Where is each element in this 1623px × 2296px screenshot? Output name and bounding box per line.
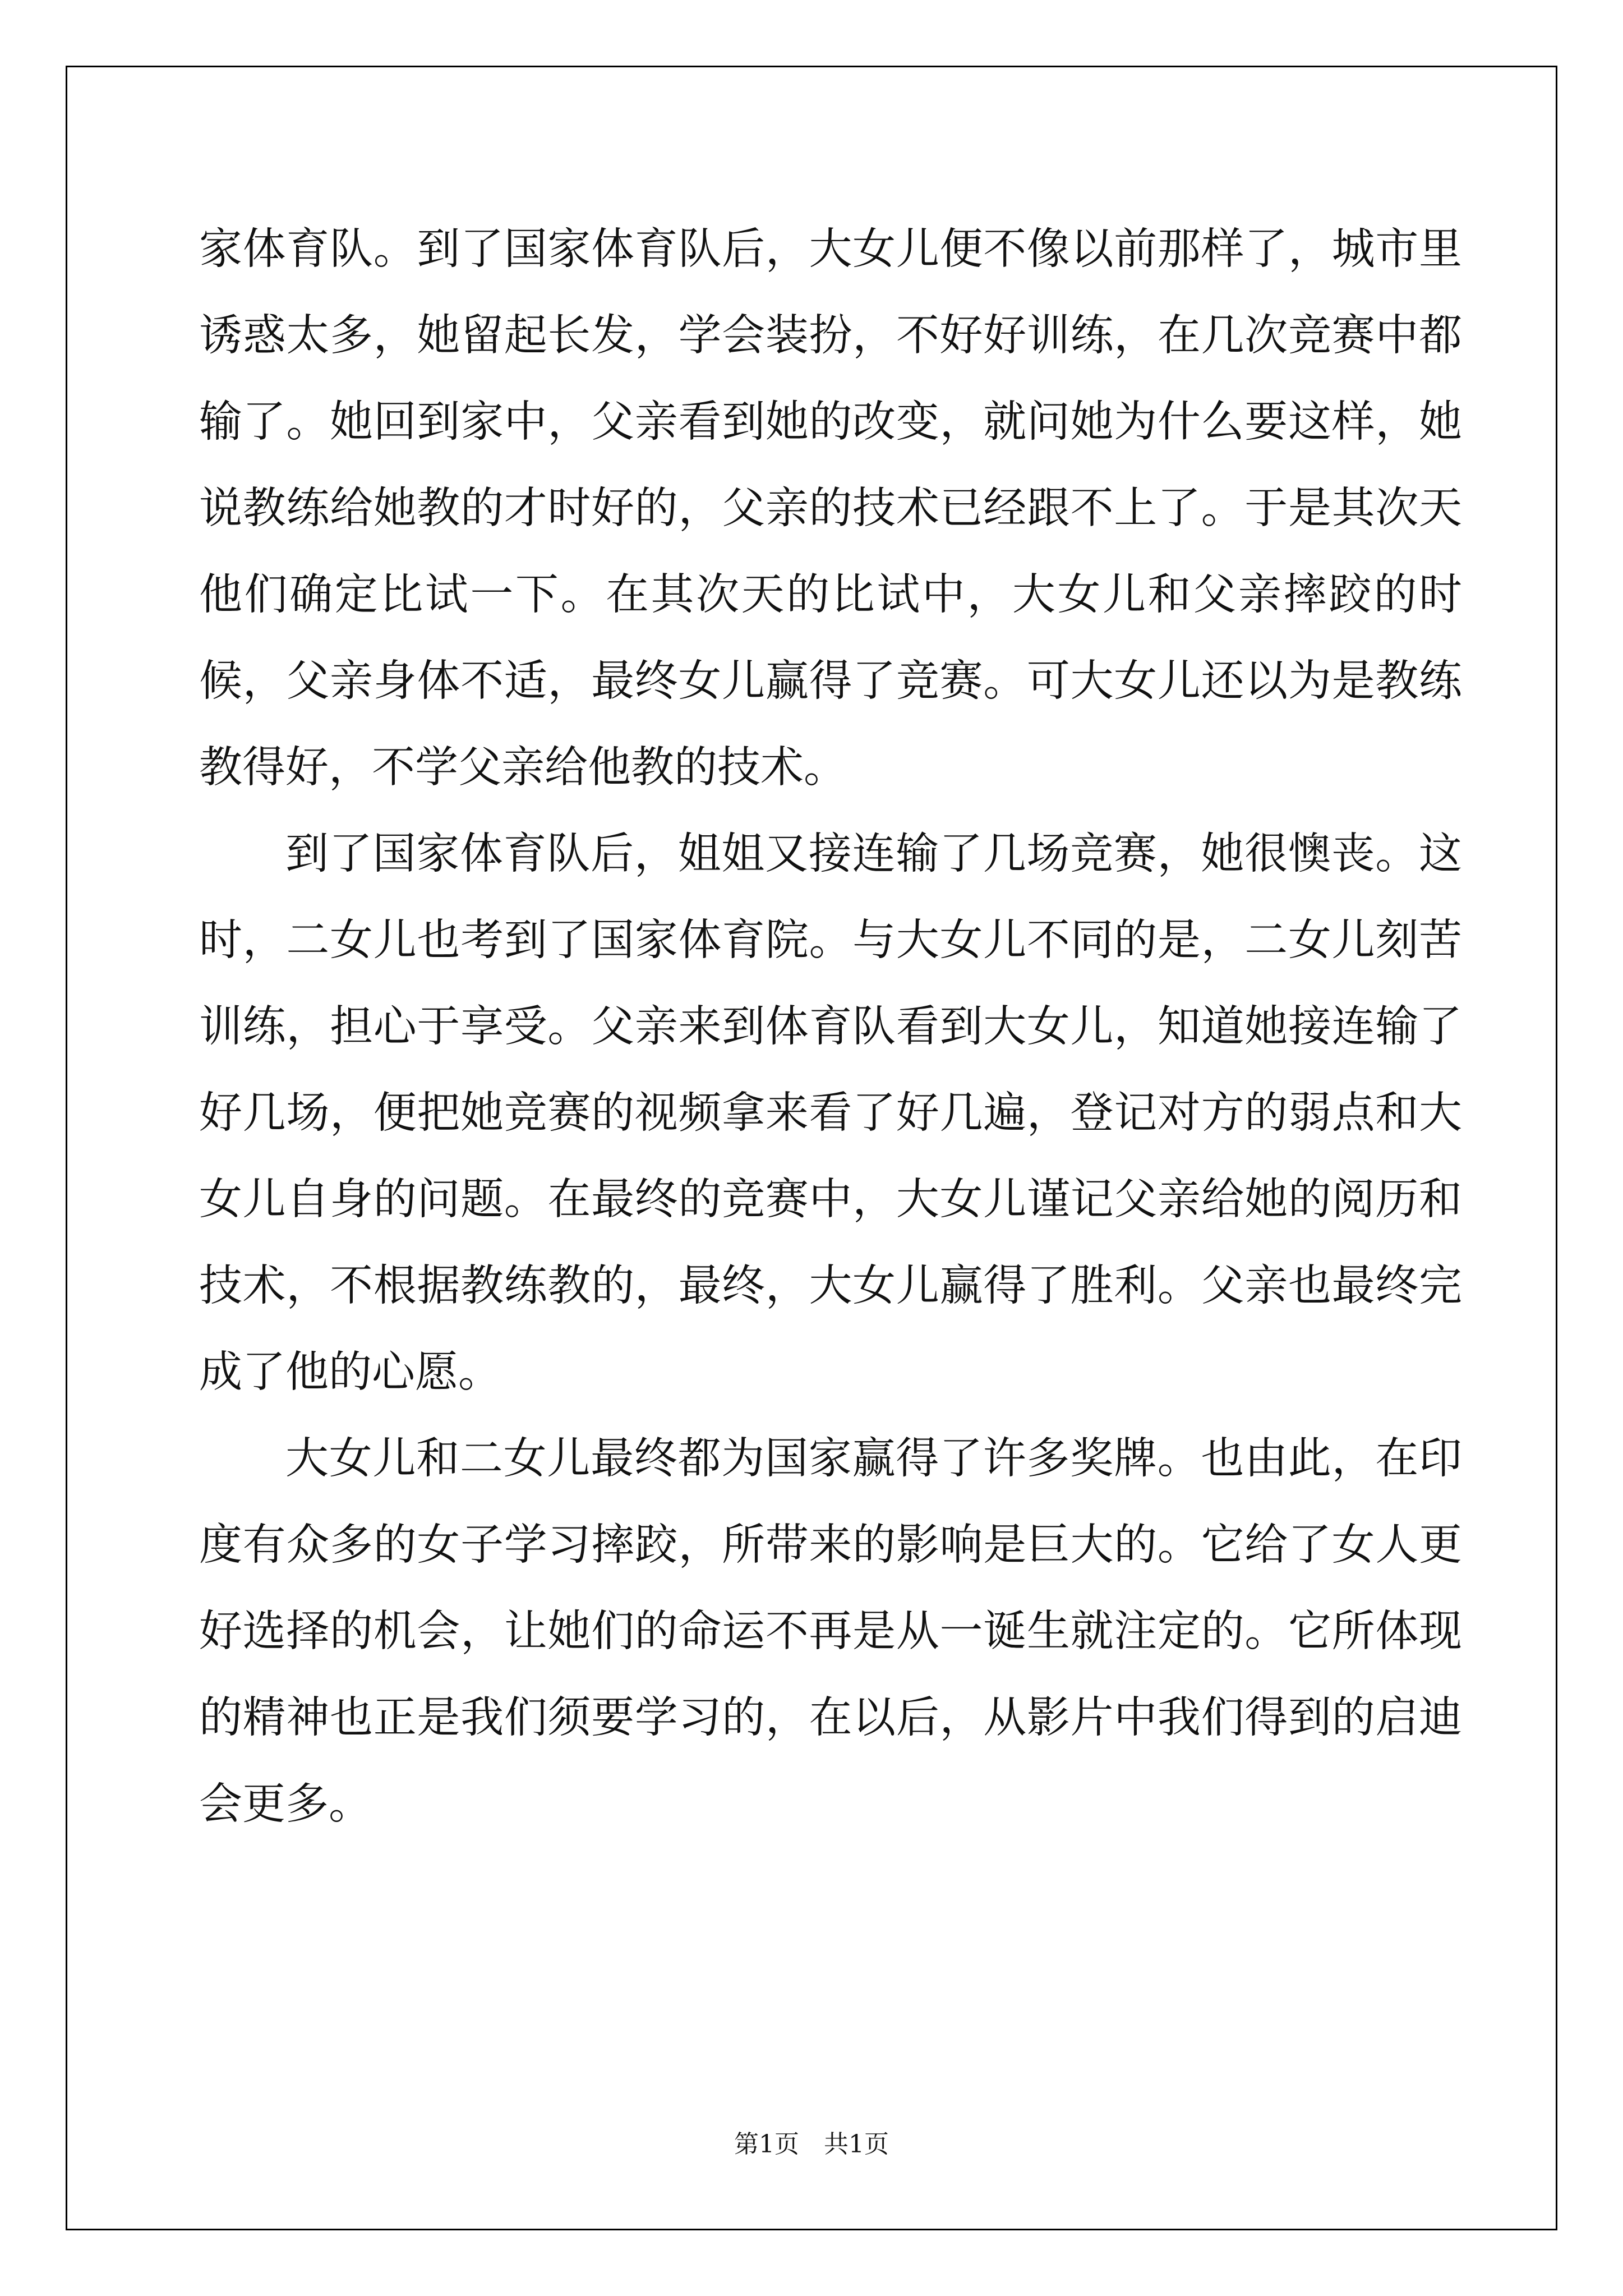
paragraph-3: 大女儿和二女儿最终都为国家赢得了许多奖牌。也由此，在印度有众多的女子学习摔跤，所带来的影响是巨大的。它给了女人更好选择的机会，让她们的命运不再是从一诞生就注定的。它所体现的精神也正是我们须要学习的，在以后，从影片中我们得到的启迪会更多。: [199, 1434, 1462, 1829]
paragraph-2: 到了国家体育队后，姐姐又接连输了几场竞赛，她很懊丧。这时，二女儿也考到了国家体育院。与大女儿不同的是，二女儿刻苦训练，担心于享受。父亲来到体育队看到大女儿，知道她接连输了好几场，便把她竞赛的视频拿来看了好几遍，登记对方的弱点和大女儿自身的问题。在最终的竞赛中，大女儿谨记父亲给她的阅历和技术，不根据教练教的，最终，大女儿赢得了胜利。父亲也最终完成了他的心愿。: [199, 829, 1462, 1397]
paragraph-1: 家体育队。到了国家体育队后，大女儿便不像以前那样了，城市里诱惑太多，她留起长发，学会装扮，不好好训练，在几次竞赛中都输了。她回到家中，父亲看到她的改变，就问她为什么要这样，她说教练给她教的才时好的，父亲的技术已经跟不上了。于是其次天他们确定比试一下。在其次天的比试中，大女儿和父亲摔跤的时候，父亲身体不适，最终女儿赢得了竞赛。可大女儿还以为是教练教得好，不学父亲给他教的技术。: [199, 224, 1462, 793]
total-pages-label: 共1页: [824, 2130, 889, 2159]
document-body: [199, 206, 1462, 1848]
current-page-label: 第1页: [734, 2130, 799, 2159]
page-footer: [0, 2129, 1623, 2160]
